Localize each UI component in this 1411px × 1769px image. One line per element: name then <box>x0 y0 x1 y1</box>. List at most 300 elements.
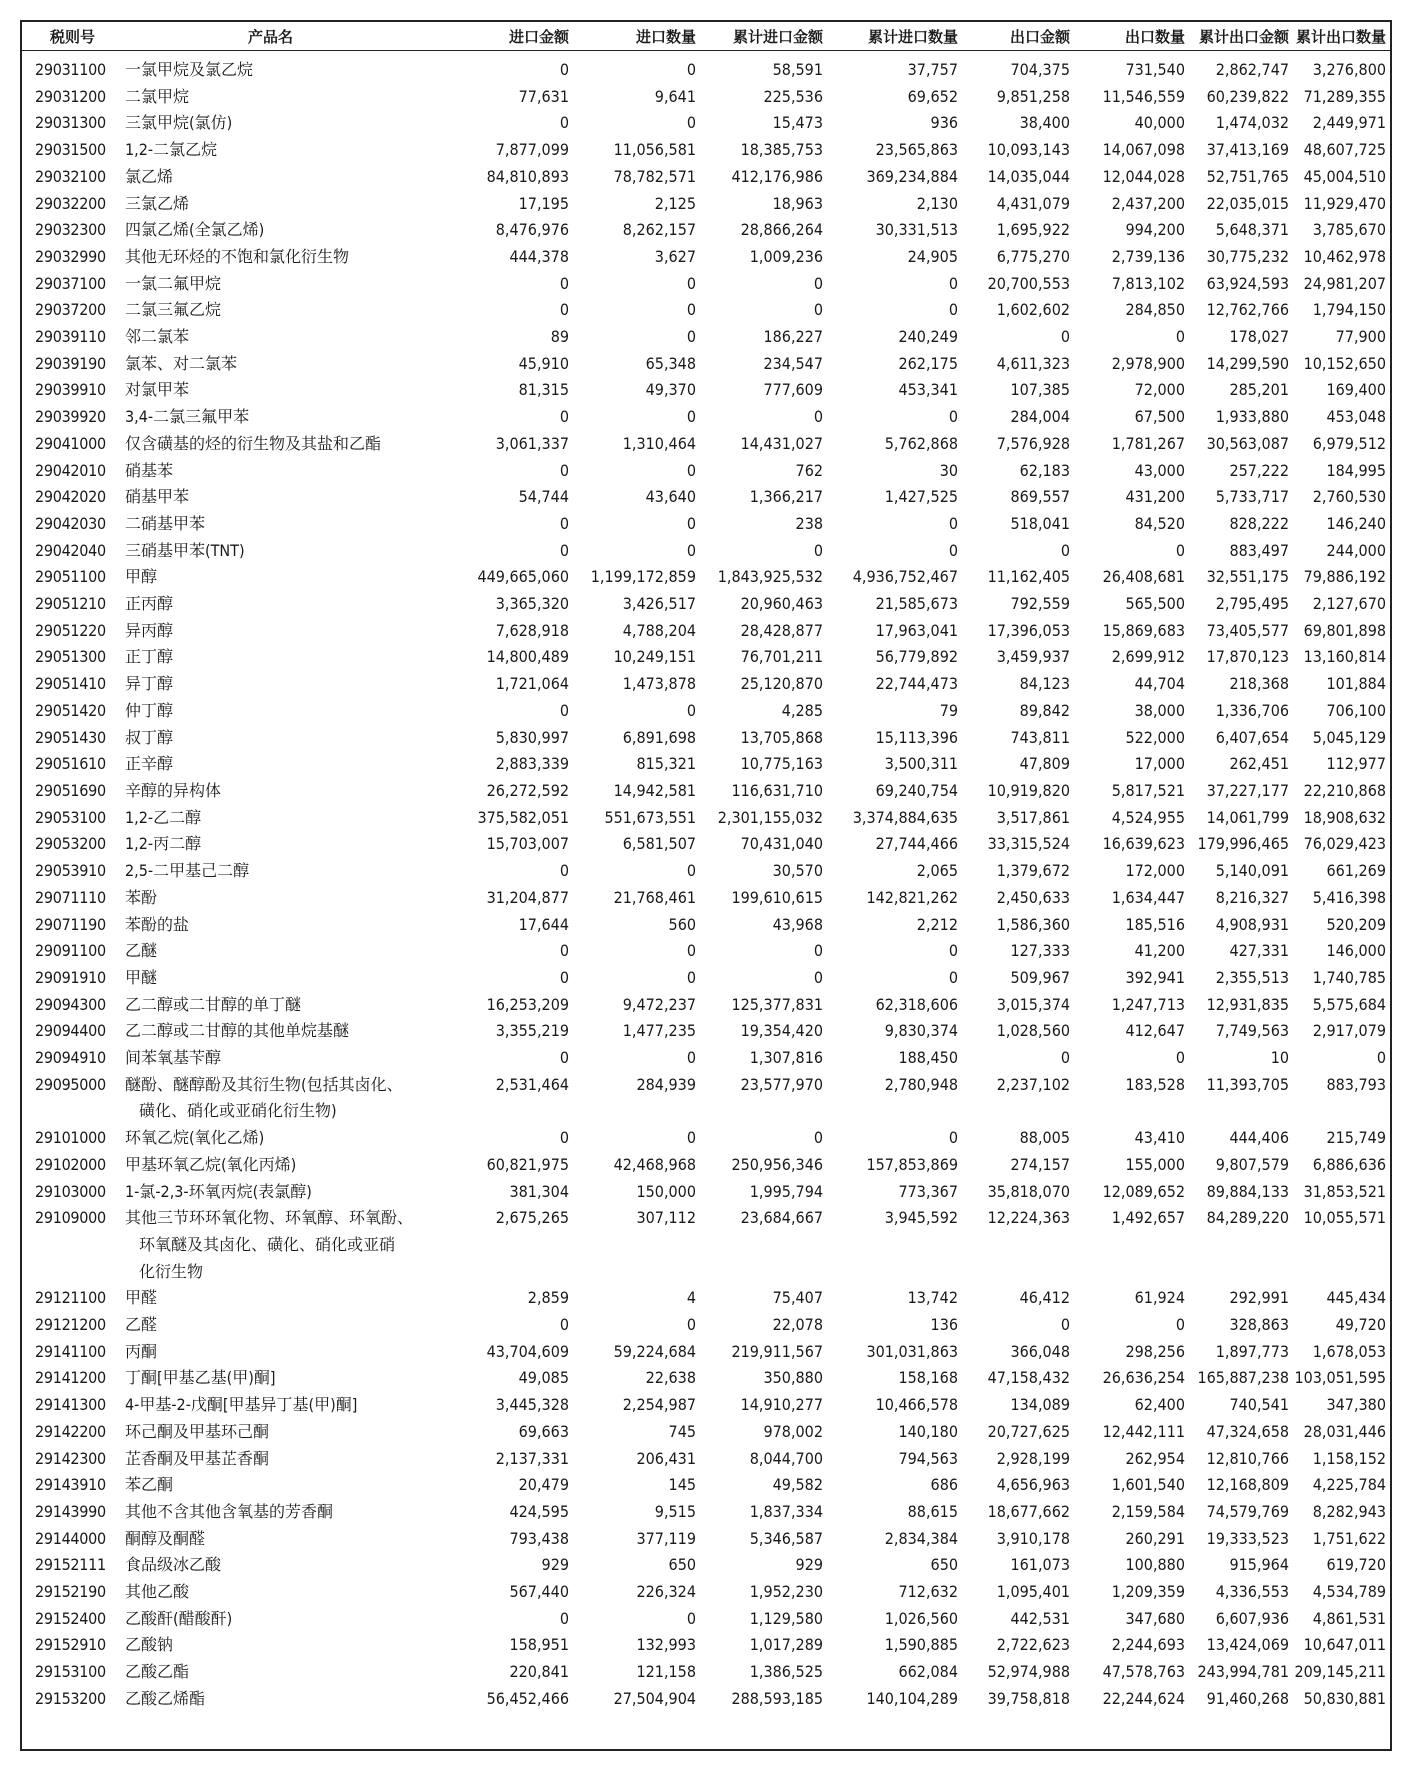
cumulative-export-amount-cell: 7,749,563 <box>1215 1021 1289 1041</box>
tariff-code-cell: 29094910 <box>35 1048 106 1068</box>
cumulative-export-amount-cell: 262,451 <box>1229 754 1289 774</box>
product-name-cell <box>123 1472 418 1499</box>
cumulative-export-quantity-cell: 209,145,211 <box>1294 1662 1386 1682</box>
cumulative-import-amount-cell: 350,880 <box>763 1368 823 1388</box>
export-quantity-cell: 0 <box>1175 1315 1185 1335</box>
import-quantity-cell: 1,199,172,859 <box>590 567 696 587</box>
cumulative-export-amount-cell: 14,061,799 <box>1206 807 1289 827</box>
product-name-cell <box>123 271 418 298</box>
import-quantity-cell: 0 <box>686 300 696 320</box>
cumulative-export-amount-cell: 4,908,931 <box>1215 914 1289 934</box>
import-amount-cell: 14,800,489 <box>486 647 569 667</box>
tariff-code-cell: 29152111 <box>35 1555 106 1575</box>
product-name-cell <box>123 404 418 431</box>
import-amount-cell: 0 <box>559 700 569 720</box>
cumulative-import-quantity-cell: 0 <box>948 273 958 293</box>
cumulative-export-quantity-cell: 2,917,079 <box>1312 1021 1386 1041</box>
cumulative-import-amount-cell: 28,866,264 <box>740 220 823 240</box>
cumulative-import-quantity-cell: 2,065 <box>916 861 958 881</box>
product-name-cell <box>123 1579 418 1606</box>
export-amount-cell: 284,004 <box>1010 407 1070 427</box>
table-body <box>22 51 1390 1713</box>
product-name-cell <box>123 1365 418 1392</box>
export-quantity-cell: 2,244,693 <box>1111 1635 1185 1655</box>
product-name-line: 二氯甲烷 <box>125 86 190 106</box>
cumulative-export-quantity-cell: 69,801,898 <box>1303 620 1386 640</box>
cumulative-import-amount-cell: 1,017,289 <box>749 1635 823 1655</box>
cumulative-import-amount-cell: 238 <box>795 513 823 533</box>
tariff-code-cell: 29153200 <box>35 1688 106 1708</box>
cumulative-export-quantity-cell: 2,127,670 <box>1312 594 1386 614</box>
product-name-cell <box>123 912 418 939</box>
import-amount-cell: 0 <box>559 113 569 133</box>
cumulative-export-quantity-cell: 4,534,789 <box>1312 1582 1386 1602</box>
cumulative-export-quantity-cell: 50,830,881 <box>1303 1688 1386 1708</box>
cumulative-export-quantity-cell: 24,981,207 <box>1303 273 1386 293</box>
export-amount-cell: 3,015,374 <box>996 994 1070 1014</box>
product-name-line: 二硝基甲苯 <box>125 513 206 533</box>
product-name-line: 异丁醇 <box>125 674 174 694</box>
cumulative-import-amount-cell: 186,227 <box>763 327 823 347</box>
product-name-cell <box>123 1419 418 1446</box>
product-name-line: 2,5-二甲基己二醇 <box>125 861 250 881</box>
export-amount-cell: 84,123 <box>1019 674 1070 694</box>
cumulative-export-quantity-cell: 5,416,398 <box>1312 887 1386 907</box>
product-name-line: 仲丁醇 <box>125 700 174 720</box>
export-amount-cell: 38,400 <box>1019 113 1070 133</box>
cumulative-import-amount-cell: 0 <box>813 273 823 293</box>
cumulative-import-amount-cell: 10,775,163 <box>740 754 823 774</box>
cumulative-import-quantity-cell: 79 <box>939 700 958 720</box>
export-amount-cell: 869,557 <box>1010 487 1070 507</box>
product-name-cell <box>123 431 418 458</box>
import-quantity-cell: 14,942,581 <box>613 780 696 800</box>
cumulative-export-quantity-cell: 347,380 <box>1326 1395 1386 1415</box>
table-row <box>22 1045 1390 1072</box>
cumulative-import-quantity-cell: 0 <box>948 300 958 320</box>
cumulative-export-amount-cell: 165,887,238 <box>1197 1368 1289 1388</box>
cumulative-import-amount-cell: 234,547 <box>763 353 823 373</box>
cumulative-import-amount-cell: 0 <box>813 407 823 427</box>
export-quantity-cell: 2,159,584 <box>1111 1501 1185 1521</box>
import-quantity-cell: 65,348 <box>645 353 696 373</box>
cumulative-export-amount-cell: 12,762,766 <box>1206 300 1289 320</box>
cumulative-import-quantity-cell: 712,632 <box>898 1582 958 1602</box>
cumulative-export-quantity-cell: 6,979,512 <box>1312 433 1386 453</box>
product-name-cell <box>123 1499 418 1526</box>
import-quantity-cell: 9,515 <box>654 1501 696 1521</box>
cumulative-import-amount-cell: 58,591 <box>772 60 823 79</box>
cumulative-export-quantity-cell: 4,225,784 <box>1312 1475 1386 1495</box>
tariff-code-cell: 29152910 <box>35 1635 106 1655</box>
cumulative-export-quantity-cell: 445,434 <box>1326 1288 1386 1308</box>
export-amount-cell: 704,375 <box>1010 60 1070 79</box>
cumulative-export-amount-cell: 328,863 <box>1229 1315 1289 1335</box>
header-tariff-code: 税则号 <box>22 22 123 51</box>
product-name-line: 异丙醇 <box>125 620 174 640</box>
export-quantity-cell: 1,781,267 <box>1111 433 1185 453</box>
product-name-line: 氯乙烯 <box>125 166 174 186</box>
tariff-code-cell: 29042010 <box>35 460 106 480</box>
import-amount-cell: 84,810,893 <box>486 166 569 186</box>
import-quantity-cell: 0 <box>686 700 696 720</box>
import-amount-cell: 89 <box>550 327 569 347</box>
export-quantity-cell: 185,516 <box>1125 914 1185 934</box>
table-row <box>22 698 1390 725</box>
cumulative-export-amount-cell: 12,931,835 <box>1206 994 1289 1014</box>
import-quantity-cell: 11,056,581 <box>613 140 696 160</box>
import-amount-cell: 220,841 <box>509 1662 569 1682</box>
cumulative-export-amount-cell: 2,862,747 <box>1215 60 1289 79</box>
tariff-code-cell: 29051430 <box>35 727 106 747</box>
import-quantity-cell: 9,641 <box>654 86 696 106</box>
import-amount-cell: 929 <box>541 1555 569 1575</box>
table-row <box>22 51 1390 84</box>
import-quantity-cell: 0 <box>686 1128 696 1148</box>
export-amount-cell: 4,431,079 <box>996 193 1070 213</box>
cumulative-export-quantity-cell: 1,794,150 <box>1312 300 1386 320</box>
product-name-line: 醚酚、醚醇酚及其衍生物(包括其卤化、 <box>125 1074 403 1094</box>
export-quantity-cell: 62,400 <box>1134 1395 1185 1415</box>
product-name-line: 间苯氧基苄醇 <box>125 1048 222 1068</box>
table-row <box>22 458 1390 485</box>
import-quantity-cell: 2,125 <box>654 193 696 213</box>
cumulative-export-amount-cell: 828,222 <box>1229 513 1289 533</box>
cumulative-import-amount-cell: 8,044,700 <box>749 1448 823 1468</box>
export-amount-cell: 2,237,102 <box>996 1074 1070 1094</box>
import-quantity-cell: 132,993 <box>636 1635 696 1655</box>
table-row <box>22 644 1390 671</box>
cumulative-export-quantity-cell: 706,100 <box>1326 700 1386 720</box>
table-row <box>22 191 1390 218</box>
export-quantity-cell: 26,636,254 <box>1102 1368 1185 1388</box>
export-amount-cell: 1,028,560 <box>996 1021 1070 1041</box>
tariff-code-cell: 29152400 <box>35 1608 106 1628</box>
export-quantity-cell: 0 <box>1175 327 1185 347</box>
product-name-cell <box>123 831 418 858</box>
tariff-code-cell: 29152190 <box>35 1582 106 1602</box>
import-quantity-cell: 206,431 <box>636 1448 696 1468</box>
cumulative-export-quantity-cell: 10,055,571 <box>1303 1208 1386 1228</box>
product-name-line: 一氯二氟甲烷 <box>125 273 222 293</box>
cumulative-export-amount-cell: 427,331 <box>1229 941 1289 961</box>
export-quantity-cell: 12,442,111 <box>1102 1421 1185 1441</box>
import-quantity-cell: 0 <box>686 540 696 560</box>
import-amount-cell: 567,440 <box>509 1582 569 1602</box>
import-quantity-cell: 4 <box>686 1288 696 1308</box>
import-amount-cell: 1,721,064 <box>495 674 569 694</box>
product-name-cell <box>123 164 418 191</box>
cumulative-import-quantity-cell: 27,744,466 <box>875 834 958 854</box>
cumulative-export-amount-cell: 2,795,495 <box>1215 594 1289 614</box>
import-quantity-cell: 0 <box>686 941 696 961</box>
cumulative-import-quantity-cell: 0 <box>948 513 958 533</box>
cumulative-import-amount-cell: 219,911,567 <box>731 1341 823 1361</box>
cumulative-export-quantity-cell: 0 <box>1376 1048 1386 1068</box>
table-row <box>22 885 1390 912</box>
cumulative-export-quantity-cell: 10,152,650 <box>1303 353 1386 373</box>
import-quantity-cell: 0 <box>686 1315 696 1335</box>
export-amount-cell: 0 <box>1060 1315 1070 1335</box>
cumulative-import-amount-cell: 1,009,236 <box>749 246 823 266</box>
product-name-cell <box>123 1526 418 1553</box>
product-name-line: 甲醇 <box>125 567 158 587</box>
import-amount-cell: 49,085 <box>518 1368 569 1388</box>
import-amount-cell: 77,631 <box>518 86 569 106</box>
export-quantity-cell: 431,200 <box>1125 487 1185 507</box>
cumulative-import-quantity-cell: 369,234,884 <box>866 166 958 186</box>
cumulative-import-amount-cell: 20,960,463 <box>740 594 823 614</box>
export-amount-cell: 1,695,922 <box>996 220 1070 240</box>
product-name-line: 3,4-二氯三氟甲苯 <box>125 407 250 427</box>
product-name-cell <box>123 484 418 511</box>
product-name-line: 三氯甲烷(氯仿) <box>125 113 233 133</box>
import-quantity-cell: 0 <box>686 60 696 79</box>
export-quantity-cell: 67,500 <box>1134 407 1185 427</box>
cumulative-export-quantity-cell: 520,209 <box>1326 914 1386 934</box>
table-row <box>22 1312 1390 1339</box>
import-amount-cell: 15,703,007 <box>486 834 569 854</box>
product-name-cell <box>123 1606 418 1633</box>
product-name-line: 其他乙酸 <box>125 1582 190 1602</box>
product-name-line: 邻二氯苯 <box>125 327 190 347</box>
tariff-code-cell: 29041000 <box>35 433 106 453</box>
export-amount-cell: 2,450,633 <box>996 887 1070 907</box>
export-quantity-cell: 412,647 <box>1125 1021 1185 1041</box>
export-amount-cell: 7,576,928 <box>996 433 1070 453</box>
import-amount-cell: 0 <box>559 967 569 987</box>
product-name-line: 乙酸乙烯酯 <box>125 1688 206 1708</box>
cumulative-export-quantity-cell: 71,289,355 <box>1303 86 1386 106</box>
product-name-cell <box>123 1179 418 1206</box>
import-amount-cell: 0 <box>559 861 569 881</box>
table-row <box>22 992 1390 1019</box>
cumulative-import-amount-cell: 116,631,710 <box>731 780 823 800</box>
import-amount-cell: 424,595 <box>509 1501 569 1521</box>
table-row <box>22 725 1390 752</box>
table-row <box>22 1472 1390 1499</box>
tariff-code-cell: 29042030 <box>35 513 106 533</box>
cumulative-import-quantity-cell: 24,905 <box>907 246 958 266</box>
product-name-cell <box>123 110 418 137</box>
export-quantity-cell: 15,869,683 <box>1102 620 1185 640</box>
export-quantity-cell: 172,000 <box>1125 861 1185 881</box>
cumulative-export-quantity-cell: 5,045,129 <box>1312 727 1386 747</box>
cumulative-import-amount-cell: 23,577,970 <box>740 1074 823 1094</box>
import-amount-cell: 5,830,997 <box>495 727 569 747</box>
cumulative-import-amount-cell: 22,078 <box>772 1315 823 1335</box>
cumulative-export-amount-cell: 30,775,232 <box>1206 246 1289 266</box>
table-row <box>22 1419 1390 1446</box>
cumulative-export-amount-cell: 52,751,765 <box>1206 166 1289 186</box>
export-amount-cell: 4,656,963 <box>996 1475 1070 1495</box>
cumulative-export-quantity-cell: 6,886,636 <box>1312 1154 1386 1174</box>
tariff-code-cell: 29141300 <box>35 1395 106 1415</box>
import-quantity-cell: 2,254,987 <box>622 1395 696 1415</box>
cumulative-import-quantity-cell: 1,026,560 <box>884 1608 958 1628</box>
cumulative-export-amount-cell: 9,807,579 <box>1215 1154 1289 1174</box>
cumulative-import-quantity-cell: 10,466,578 <box>875 1395 958 1415</box>
cumulative-import-amount-cell: 30,570 <box>772 861 823 881</box>
product-name-line: 丁酮[甲基乙基(甲)酮] <box>125 1368 276 1388</box>
product-name-cell <box>123 938 418 965</box>
cumulative-import-quantity-cell: 5,762,868 <box>884 433 958 453</box>
export-amount-cell: 518,041 <box>1010 513 1070 533</box>
product-name-line: 对氯甲苯 <box>125 380 190 400</box>
cumulative-import-amount-cell: 75,407 <box>772 1288 823 1308</box>
tariff-code-cell: 29037100 <box>35 273 106 293</box>
export-amount-cell: 509,967 <box>1010 967 1070 987</box>
export-amount-cell: 18,677,662 <box>987 1501 1070 1521</box>
export-amount-cell: 1,602,602 <box>996 300 1070 320</box>
cumulative-import-quantity-cell: 13,742 <box>907 1288 958 1308</box>
cumulative-import-quantity-cell: 936 <box>930 113 958 133</box>
export-amount-cell: 0 <box>1060 540 1070 560</box>
header-export-quantity: 出口数量 <box>1074 22 1189 51</box>
cumulative-export-quantity-cell: 453,048 <box>1326 407 1386 427</box>
product-name-line: 其他不含其他含氧基的芳香酮 <box>125 1501 334 1521</box>
export-quantity-cell: 44,704 <box>1134 674 1185 694</box>
tariff-code-cell: 29042020 <box>35 487 106 507</box>
cumulative-export-quantity-cell: 184,995 <box>1326 460 1386 480</box>
header-export-amount: 出口金额 <box>962 22 1074 51</box>
cumulative-import-amount-cell: 49,582 <box>772 1475 823 1495</box>
import-amount-cell: 3,061,337 <box>495 433 569 453</box>
tariff-code-cell: 29071190 <box>35 914 106 934</box>
product-name-line: 硝基甲苯 <box>125 487 190 507</box>
import-amount-cell: 158,951 <box>509 1635 569 1655</box>
cumulative-import-quantity-cell: 88,615 <box>907 1501 958 1521</box>
export-amount-cell: 89,842 <box>1019 700 1070 720</box>
export-quantity-cell: 1,247,713 <box>1111 994 1185 1014</box>
export-amount-cell: 161,073 <box>1010 1555 1070 1575</box>
product-name-cell <box>123 1125 418 1152</box>
table-row <box>22 1499 1390 1526</box>
header-cumulative-import-amount: 累计进口金额 <box>700 22 827 51</box>
import-quantity-cell: 551,673,551 <box>604 807 696 827</box>
table-row <box>22 1285 1390 1312</box>
cumulative-export-quantity-cell: 76,029,423 <box>1303 834 1386 854</box>
cumulative-import-quantity-cell: 21,585,673 <box>875 594 958 614</box>
import-amount-cell: 3,355,219 <box>495 1021 569 1041</box>
product-name-line: 仅含磺基的烃的衍生物及其盐和乙酯 <box>125 433 382 453</box>
tariff-code-cell: 29142200 <box>35 1421 106 1441</box>
cumulative-export-quantity-cell: 48,607,725 <box>1303 140 1386 160</box>
export-amount-cell: 88,005 <box>1019 1128 1070 1148</box>
import-quantity-cell: 226,324 <box>636 1582 696 1602</box>
export-amount-cell: 743,811 <box>1010 727 1070 747</box>
export-amount-cell: 62,183 <box>1019 460 1070 480</box>
product-name-line: 正丙醇 <box>125 594 174 614</box>
cumulative-export-quantity-cell: 10,647,011 <box>1303 1635 1386 1655</box>
export-amount-cell: 3,910,178 <box>996 1528 1070 1548</box>
cumulative-export-amount-cell: 243,994,781 <box>1197 1662 1289 1682</box>
cumulative-export-quantity-cell: 45,004,510 <box>1303 166 1386 186</box>
cumulative-import-quantity-cell: 2,212 <box>916 914 958 934</box>
product-name-cell <box>123 644 418 671</box>
import-quantity-cell: 59,224,684 <box>613 1341 696 1361</box>
cumulative-export-amount-cell: 12,810,766 <box>1206 1448 1289 1468</box>
cumulative-export-quantity-cell: 169,400 <box>1326 380 1386 400</box>
export-amount-cell: 107,385 <box>1010 380 1070 400</box>
tariff-code-cell: 29039910 <box>35 380 106 400</box>
product-name-line: 叔丁醇 <box>125 727 174 747</box>
product-name-line: 乙二醇或二甘醇的单丁醚 <box>125 994 302 1014</box>
table-row <box>22 564 1390 591</box>
table-row <box>22 618 1390 645</box>
product-name-cell <box>123 351 418 378</box>
cumulative-export-amount-cell: 8,216,327 <box>1215 887 1289 907</box>
cumulative-import-amount-cell: 23,684,667 <box>740 1208 823 1228</box>
table-row <box>22 1152 1390 1179</box>
export-quantity-cell: 100,880 <box>1125 1555 1185 1575</box>
cumulative-import-quantity-cell: 2,130 <box>916 193 958 213</box>
cumulative-import-amount-cell: 1,843,925,532 <box>717 567 823 587</box>
cumulative-import-quantity-cell: 3,374,884,635 <box>852 807 958 827</box>
cumulative-import-quantity-cell: 3,500,311 <box>884 754 958 774</box>
header-product-name: 产品名 <box>123 22 418 51</box>
cumulative-export-quantity-cell: 79,886,192 <box>1303 567 1386 587</box>
table-row <box>22 1179 1390 1206</box>
table-row <box>22 1018 1390 1045</box>
product-name-cell <box>123 1339 418 1366</box>
product-name-line: 1,2-丙二醇 <box>125 834 202 854</box>
cumulative-export-quantity-cell: 146,240 <box>1326 513 1386 533</box>
cumulative-export-quantity-cell: 1,678,053 <box>1312 1341 1386 1361</box>
export-amount-cell: 1,095,401 <box>996 1582 1070 1602</box>
cumulative-import-quantity-cell: 650 <box>930 1555 958 1575</box>
product-name-cell <box>123 618 418 645</box>
import-quantity-cell: 0 <box>686 513 696 533</box>
import-amount-cell: 7,628,918 <box>495 620 569 640</box>
cumulative-import-quantity-cell: 157,853,869 <box>866 1154 958 1174</box>
product-name-cell <box>123 297 418 324</box>
cumulative-export-amount-cell: 30,563,087 <box>1206 433 1289 453</box>
export-amount-cell: 47,809 <box>1019 754 1070 774</box>
import-amount-cell: 2,137,331 <box>495 1448 569 1468</box>
export-quantity-cell: 61,924 <box>1134 1288 1185 1308</box>
export-quantity-cell: 522,000 <box>1125 727 1185 747</box>
cumulative-export-amount-cell: 740,541 <box>1229 1395 1289 1415</box>
cumulative-import-quantity-cell: 17,963,041 <box>875 620 958 640</box>
cumulative-export-amount-cell: 6,607,936 <box>1215 1608 1289 1628</box>
tariff-code-cell: 29031500 <box>35 140 106 160</box>
cumulative-export-amount-cell: 915,964 <box>1229 1555 1289 1575</box>
export-quantity-cell: 2,437,200 <box>1111 193 1185 213</box>
export-amount-cell: 10,093,143 <box>987 140 1070 160</box>
table-row <box>22 1072 1390 1125</box>
cumulative-export-quantity-cell: 2,760,530 <box>1312 487 1386 507</box>
cumulative-import-amount-cell: 14,431,027 <box>740 433 823 453</box>
import-amount-cell: 0 <box>559 941 569 961</box>
header-row <box>22 22 1390 51</box>
tariff-code-cell: 29051300 <box>35 647 106 667</box>
export-quantity-cell: 17,000 <box>1134 754 1185 774</box>
table-row <box>22 1659 1390 1686</box>
export-quantity-cell: 22,244,624 <box>1102 1688 1185 1708</box>
cumulative-import-amount-cell: 76,701,211 <box>740 647 823 667</box>
cumulative-export-amount-cell: 14,299,590 <box>1206 353 1289 373</box>
export-amount-cell: 11,162,405 <box>987 567 1070 587</box>
export-quantity-cell: 2,739,136 <box>1111 246 1185 266</box>
tariff-code-cell: 29141100 <box>35 1341 106 1361</box>
table-row <box>22 778 1390 805</box>
cumulative-import-amount-cell: 0 <box>813 300 823 320</box>
table-row <box>22 511 1390 538</box>
import-quantity-cell: 150,000 <box>636 1181 696 1201</box>
import-quantity-cell: 21,768,461 <box>613 887 696 907</box>
cumulative-export-amount-cell: 37,413,169 <box>1206 140 1289 160</box>
